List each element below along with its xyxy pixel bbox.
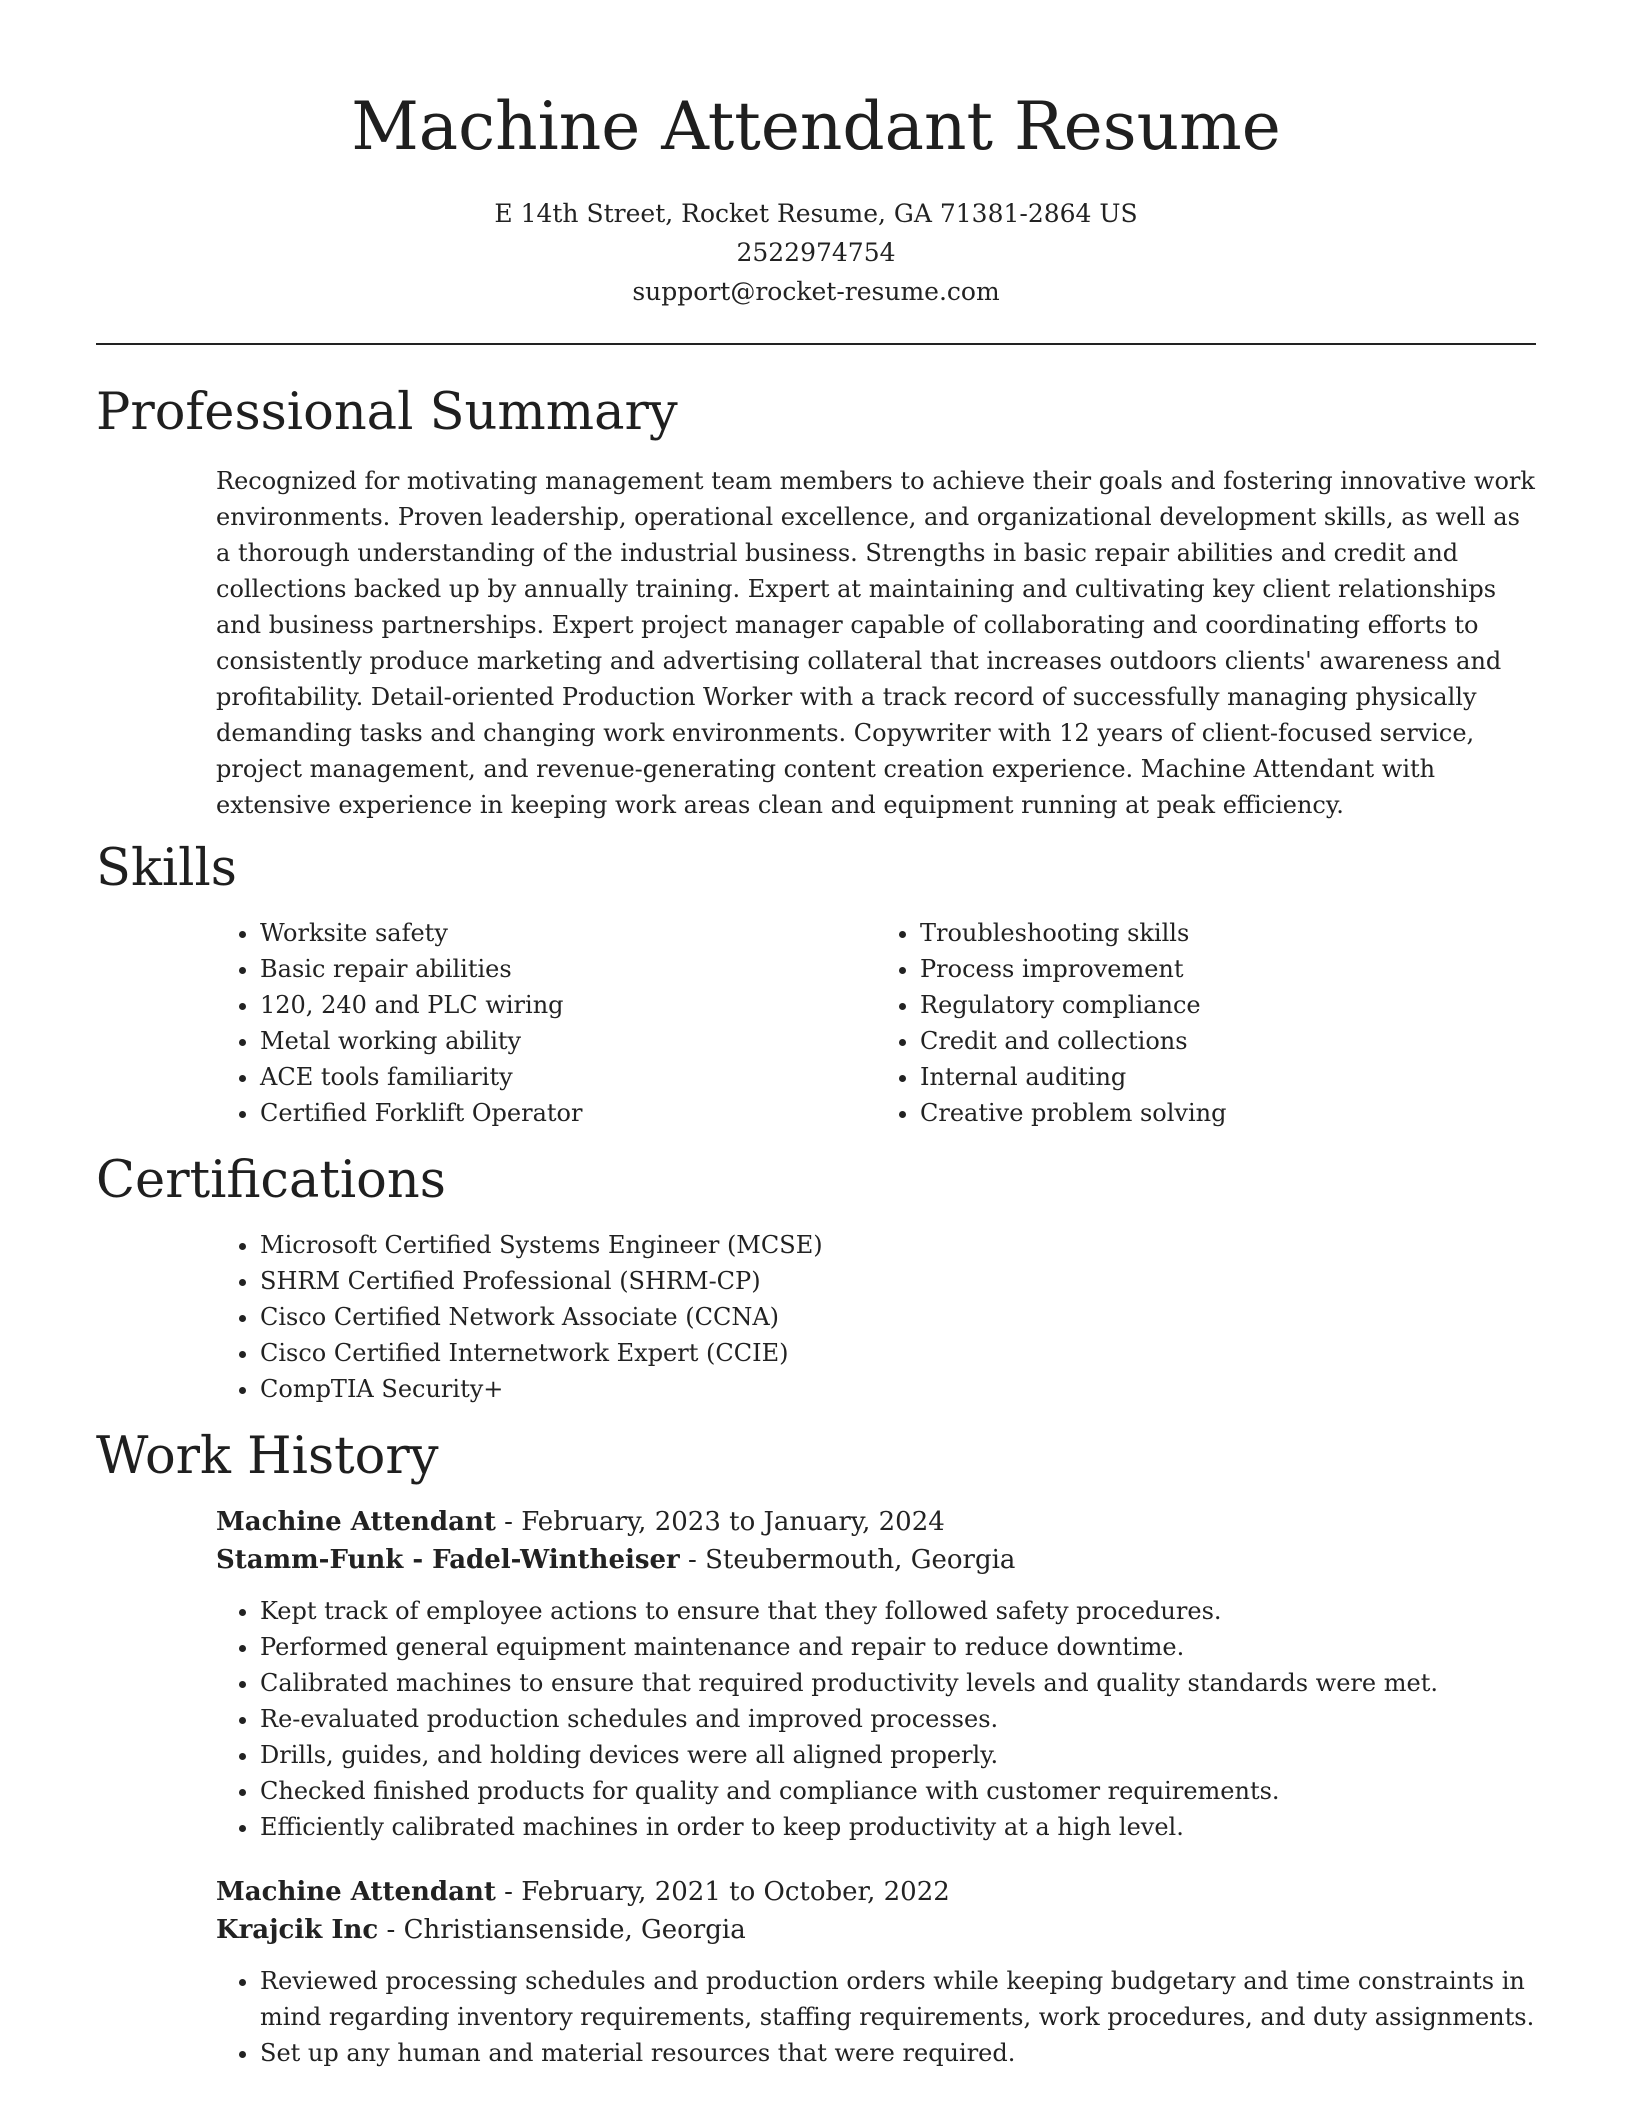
contact-info	[96, 194, 1536, 311]
job-company-line: Stamm-Funk - Fadel-Wintheiser - Steubermouth, Georgia	[216, 1545, 1016, 1575]
job-title-line: Machine Attendant - February, 2021 to October, 2022	[216, 1877, 950, 1907]
skills-right-column	[876, 915, 1536, 1131]
certifications-heading: Certifications	[96, 1151, 446, 1210]
certifications-list	[216, 1227, 1536, 1407]
job-bullet: • Kept track of employee actions to ensure that they followed safety procedures.	[260, 1593, 1536, 1629]
skill-item: • Worksite safety	[260, 915, 876, 951]
certification-item: • CompTIA Security+	[260, 1371, 1536, 1407]
summary-heading: Professional Summary	[96, 383, 678, 442]
skill-item: • ACE tools familiarity	[260, 1059, 876, 1095]
job-bullets	[216, 1963, 1536, 2071]
email: support@rocket-resume.com	[632, 277, 1000, 306]
job-company-line: Krajcik Inc - Christiansenside, Georgia	[216, 1915, 746, 1945]
skill-item: • Process improvement	[920, 951, 1536, 987]
job-bullet: • Reviewed processing schedules and production orders while keeping budgetary and time constraints in mind regarding inventory requirements, staffing requirements, work procedures, and duty assignments.	[260, 1963, 1536, 2035]
skill-item: • Troubleshooting skills	[920, 915, 1536, 951]
job-bullet: • Re-evaluated production schedules and improved processes.	[260, 1701, 1536, 1737]
work-history-heading: Work History	[96, 1427, 439, 1486]
job-bullet: • Calibrated machines to ensure that required productivity levels and quality standards were met.	[260, 1665, 1536, 1701]
job-bullets	[216, 1593, 1536, 1845]
skills-left-column	[216, 915, 876, 1131]
resume-title: Machine Attendant Resume	[351, 88, 1281, 165]
job-bullet: • Efficiently calibrated machines in order to keep productivity at a high level.	[260, 1809, 1536, 1845]
skill-item: • Credit and collections	[920, 1023, 1536, 1059]
job-title-line: Machine Attendant - February, 2023 to January, 2024	[216, 1507, 945, 1537]
certification-item: • Microsoft Certified Systems Engineer (MCSE)	[260, 1227, 1536, 1263]
job-bullet: • Checked finished products for quality and compliance with customer requirements.	[260, 1773, 1536, 1809]
certification-item: • SHRM Certified Professional (SHRM-CP)	[260, 1263, 1536, 1299]
skill-item: • Metal working ability	[260, 1023, 876, 1059]
resume-header	[96, 0, 1536, 311]
job-entry	[216, 1503, 1536, 1845]
skill-item: • Certified Forklift Operator	[260, 1095, 876, 1131]
skill-item: • Internal auditing	[920, 1059, 1536, 1095]
skill-item: • Creative problem solving	[920, 1095, 1536, 1131]
job-entry	[216, 1873, 1536, 2071]
job-bullet: • Drills, guides, and holding devices were all aligned properly.	[260, 1737, 1536, 1773]
skills-list	[216, 915, 1536, 1131]
job-dates: February, 2021 to October, 2022	[521, 1877, 950, 1907]
header-divider	[96, 343, 1536, 345]
address: E 14th Street, Rocket Resume, GA 71381-2864 US	[494, 199, 1138, 228]
resume-page	[96, 0, 1536, 2071]
job-role: Machine Attendant	[216, 1507, 496, 1537]
job-dates: February, 2023 to January, 2024	[521, 1507, 945, 1537]
job-location: Christiansenside, Georgia	[403, 1915, 746, 1945]
job-bullet: • Performed general equipment maintenance and repair to reduce downtime.	[260, 1629, 1536, 1665]
skill-item: • Regulatory compliance	[920, 987, 1536, 1023]
job-location: Steubermouth, Georgia	[705, 1545, 1016, 1575]
skill-item: • 120, 240 and PLC wiring	[260, 987, 876, 1023]
certification-item: • Cisco Certified Network Associate (CCNA)	[260, 1299, 1536, 1335]
job-company: Stamm-Funk - Fadel-Wintheiser	[216, 1545, 680, 1575]
skills-heading: Skills	[96, 839, 237, 898]
summary-text: Recognized for motivating management team members to achieve their goals and fostering innovative work environments. Proven leadership, operational excellence, and organizational development skills, as well as a thorough understanding of the industrial business. Strengths in basic repair abilities and credit and collections backed up by annually training. Expert at maintaining and cultivating key client relationships and business partnerships. Expert project manager capable of collaborating and coordinating efforts to consistently produce marketing and advertising collateral that increases outdoors clients' awareness and profitability. Detail-oriented Production Worker with a track record of successfully managing physically demanding tasks and changing work environments. Copywriter with 12 years of client-focused service, project management, and revenue-generating content creation experience. Machine Attendant with extensive experience in keeping work areas clean and equipment running at peak efficiency.	[216, 467, 1535, 819]
job-role: Machine Attendant	[216, 1877, 496, 1907]
phone: 2522974754	[736, 238, 896, 267]
skill-item: • Basic repair abilities	[260, 951, 876, 987]
job-bullet: • Set up any human and material resources that were required.	[260, 2035, 1536, 2071]
job-company: Krajcik Inc	[216, 1915, 379, 1945]
certification-item: • Cisco Certified Internetwork Expert (CCIE)	[260, 1335, 1536, 1371]
